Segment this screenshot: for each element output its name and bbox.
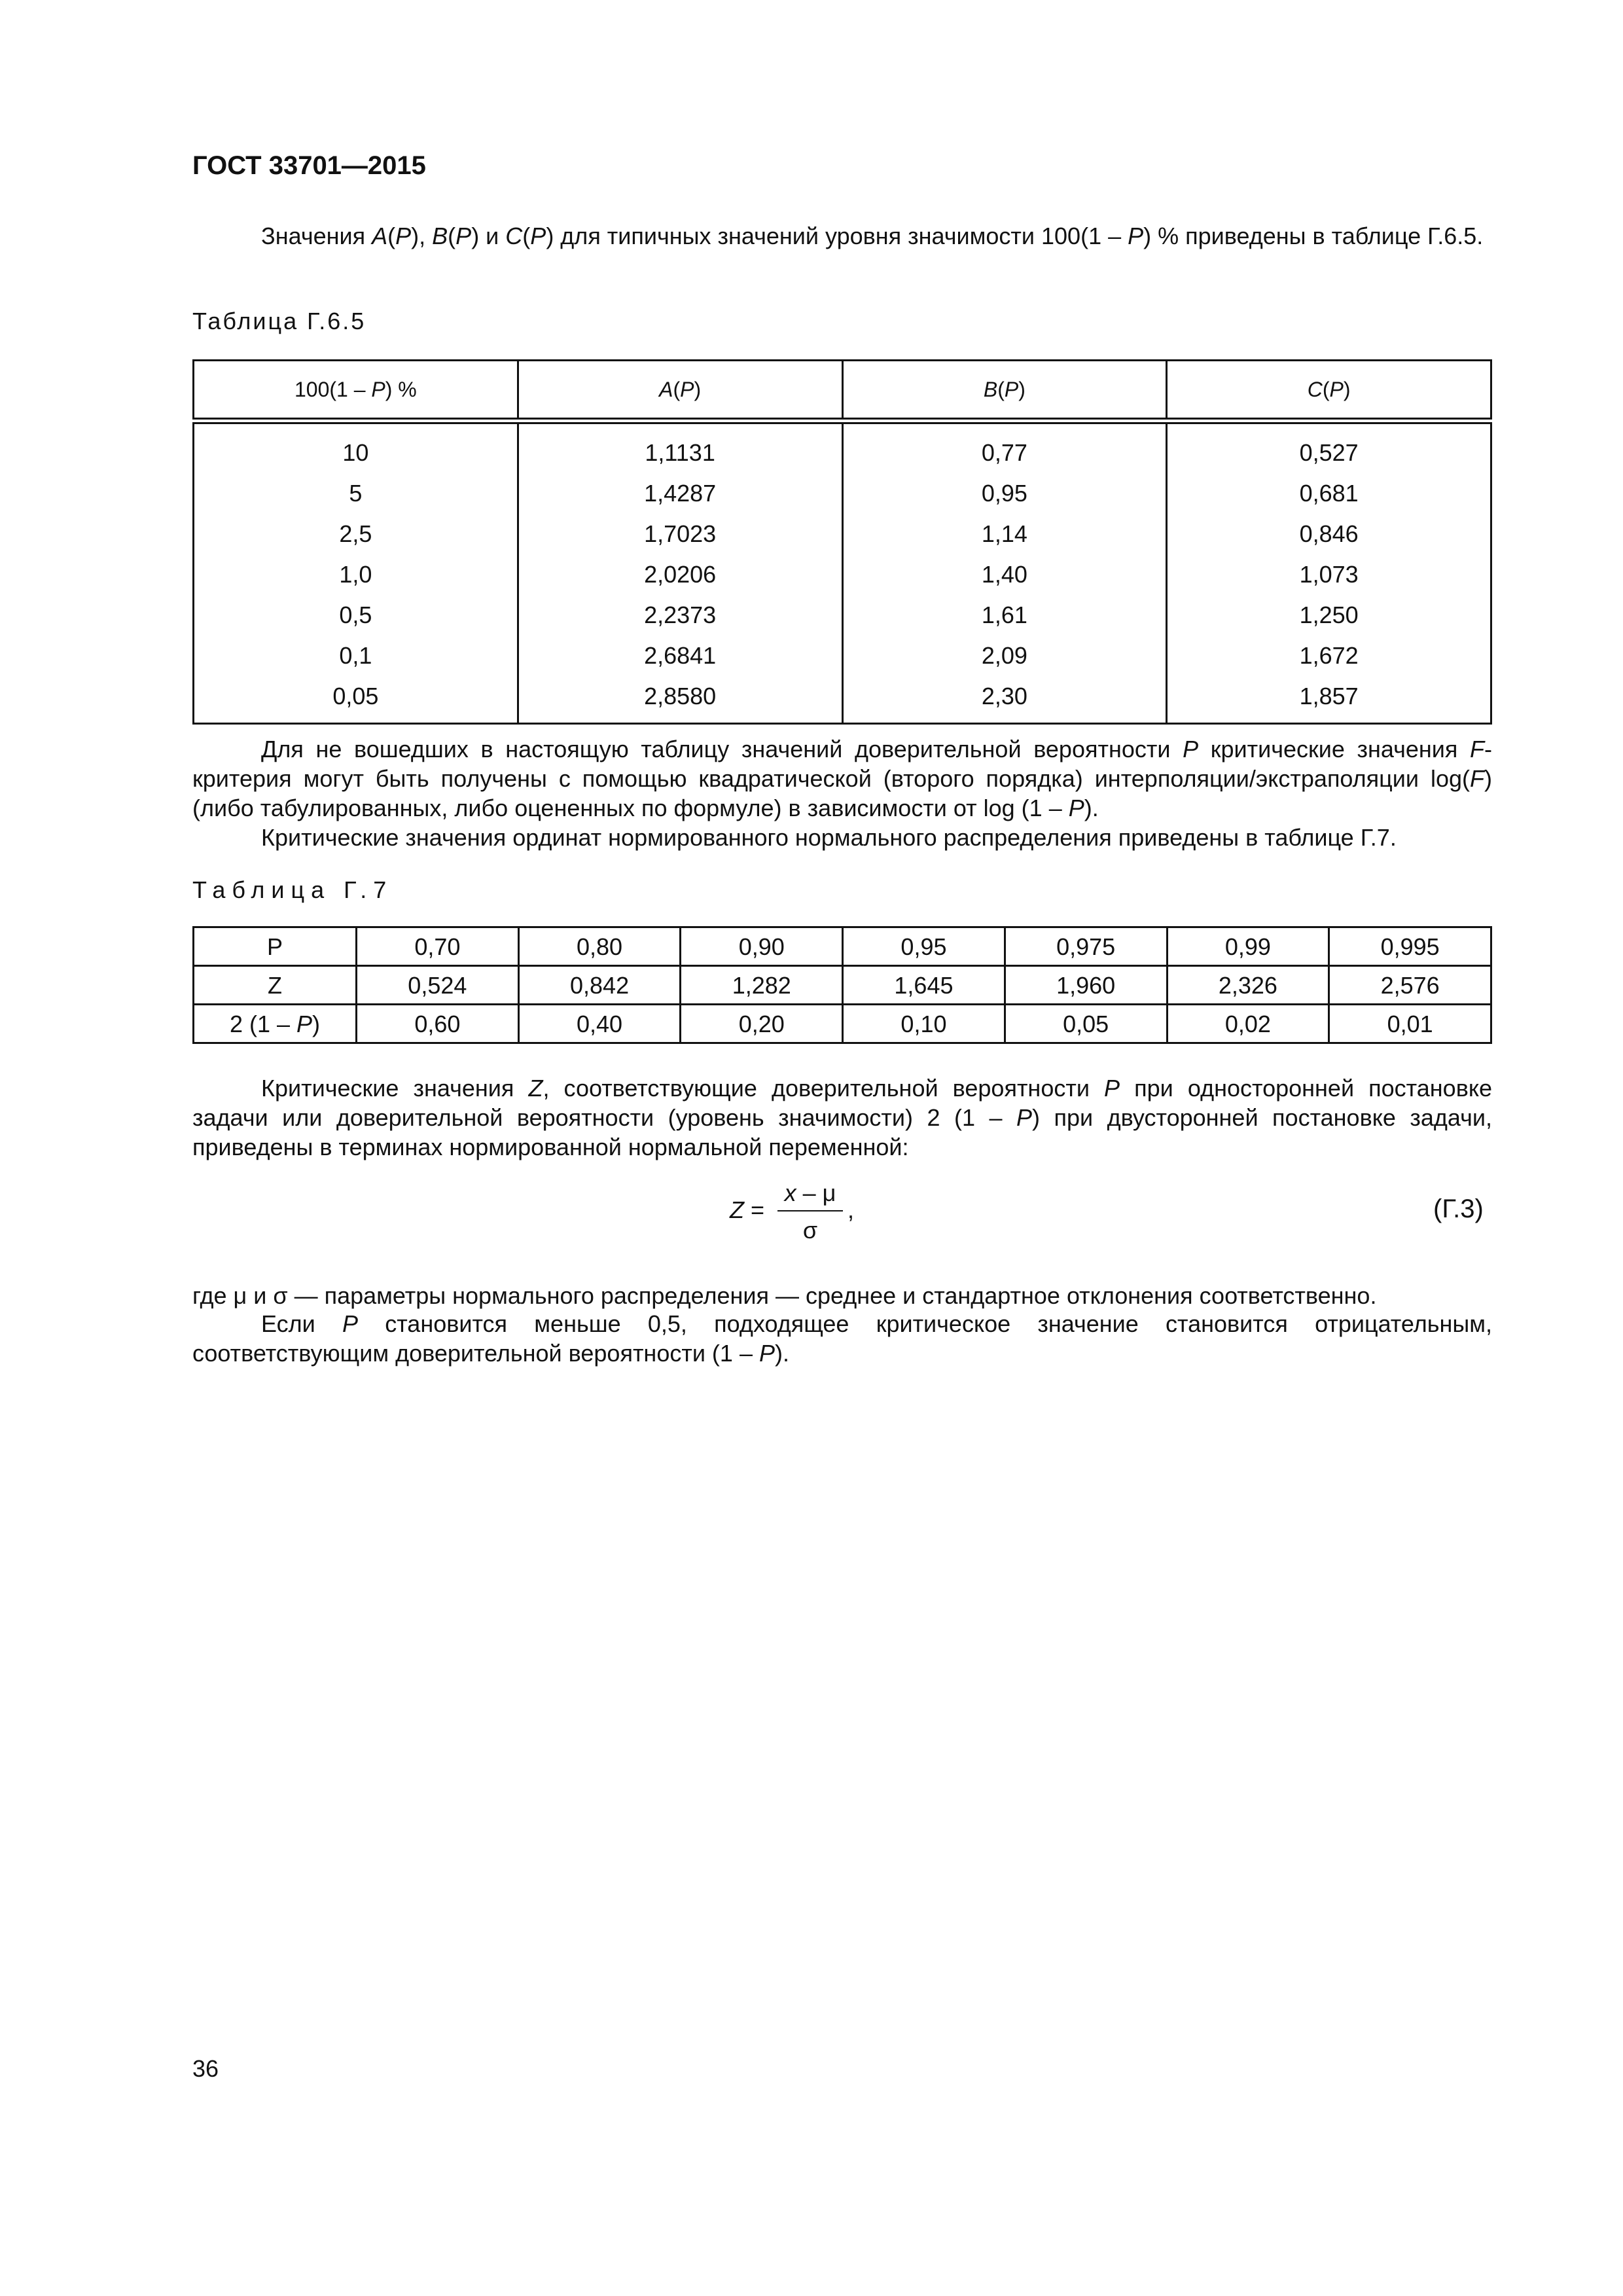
table-cell: 0,02 [1167,1005,1329,1043]
formula-comma: , [847,1196,855,1223]
table-cell: 1,1131 [518,421,842,473]
table-cell: 1,073 [1167,554,1491,594]
table-7 [192,926,1492,1044]
parameters-paragraph: где μ и σ — параметры нормального распределения — среднее и стандартное отклонения соответственно. [192,1282,1377,1309]
table-cell: 1,14 [842,513,1167,554]
table-cell: 2,09 [842,635,1167,675]
table-cell: 0,846 [1167,513,1491,554]
table-cell: 0,842 [518,966,681,1005]
table-cell: 0,1 [194,635,518,675]
table-cell: 2,2373 [518,594,842,635]
table-65-header-level: 100(1 – P) % [194,361,518,422]
table-cell: 1,0 [194,554,518,594]
table-cell: 0,01 [1329,1005,1491,1043]
table-cell: 0,527 [1167,421,1491,473]
table-65-caption: Таблица Г.6.5 [192,308,366,334]
table-cell: 2,8580 [518,675,842,724]
table-row [194,554,1491,594]
table-cell: 0,975 [1005,927,1167,966]
table-cell: 10 [194,421,518,473]
formula-lhs: Z = [730,1196,765,1223]
table-cell: 1,61 [842,594,1167,635]
table-cell: 2,326 [1167,966,1329,1005]
row-label-two-sided: 2 (1 – P) [194,1005,357,1043]
table-cell: 0,681 [1167,473,1491,513]
table-65-header-b: B(P) [842,361,1167,422]
table-cell: 0,20 [681,1005,843,1043]
table-65-header-c: C(P) [1167,361,1491,422]
table-row-two-sided [194,1005,1491,1043]
table-cell: 2,576 [1329,966,1491,1005]
table-65 [192,359,1492,725]
table-cell: 1,40 [842,554,1167,594]
table-65-header-a: A(P) [518,361,842,422]
table-cell: 0,80 [518,927,681,966]
equation-number: (Г.3) [1433,1194,1484,1223]
negative-value-paragraph: Если P становится меньше 0,5, подходящее критическое значение становится отрицательным, соответствующим доверительной вероятности (1 – P). [192,1310,1492,1367]
table-row [194,421,1491,473]
interpolation-paragraph: Для не вошедших в настоящую таблицу значений доверительной вероятности P критические значения F-критерия могут быть получены с помощью квадратической (второго порядка) интерполяции/экстраполяции log(F) (либо табулированных, либо оцененных по формуле) в зависимости от log (1 – P). [192,736,1492,821]
document-header: ГОСТ 33701—2015 [192,151,426,180]
table-cell: 1,672 [1167,635,1491,675]
table-cell: 2,30 [842,675,1167,724]
intro-paragraph: Значения A(P), B(P) и C(P) для типичных значений уровня значимости 100(1 – P) % приведены в таблице Г.6.5. [261,223,1484,249]
table-cell: 5 [194,473,518,513]
table-cell: 1,645 [843,966,1005,1005]
table-cell: 0,524 [357,966,519,1005]
table-row [194,675,1491,724]
row-label-p: P [194,927,357,966]
formula-numerator: x – μ [777,1178,843,1211]
formula-fraction [777,1178,843,1245]
table-row [194,635,1491,675]
table-row [194,473,1491,513]
table-cell: 1,7023 [518,513,842,554]
table-cell: 0,70 [357,927,519,966]
table-cell: 0,90 [681,927,843,966]
page-number: 36 [192,2055,219,2082]
table-cell: 0,05 [1005,1005,1167,1043]
table-row-p [194,927,1491,966]
table-cell: 0,05 [194,675,518,724]
table-cell: 1,857 [1167,675,1491,724]
table-cell: 0,77 [842,421,1167,473]
table-cell: 0,5 [194,594,518,635]
table-cell: 1,960 [1005,966,1167,1005]
table-cell: 0,60 [357,1005,519,1043]
table-cell: 0,995 [1329,927,1491,966]
table-cell: 0,10 [843,1005,1005,1043]
table-7-intro-paragraph: Критические значения ординат нормированного нормального распределения приведены в таблице Г.7. [261,824,1397,851]
table-cell: 2,6841 [518,635,842,675]
table-cell: 1,282 [681,966,843,1005]
table-7-caption: Таблица Г.7 [192,876,393,903]
table-row-z [194,966,1491,1005]
table-cell: 0,40 [518,1005,681,1043]
table-cell: 2,5 [194,513,518,554]
formula-denominator: σ [802,1217,818,1244]
critical-values-paragraph: Критические значения Z, соответствующие доверительной вероятности P при односторонней постановке задачи или доверительной вероятности (уровень значимости) 2 (1 – P) при двусторонней постановке задачи, приведены в терминах нормированной нормальной переменной: [192,1075,1492,1160]
table-cell: 0,95 [843,927,1005,966]
table-cell: 1,4287 [518,473,842,513]
table-row [194,513,1491,554]
table-cell: 2,0206 [518,554,842,594]
row-label-z: Z [194,966,357,1005]
table-cell: 0,95 [842,473,1167,513]
table-cell: 1,250 [1167,594,1491,635]
table-cell: 0,99 [1167,927,1329,966]
table-row [194,594,1491,635]
